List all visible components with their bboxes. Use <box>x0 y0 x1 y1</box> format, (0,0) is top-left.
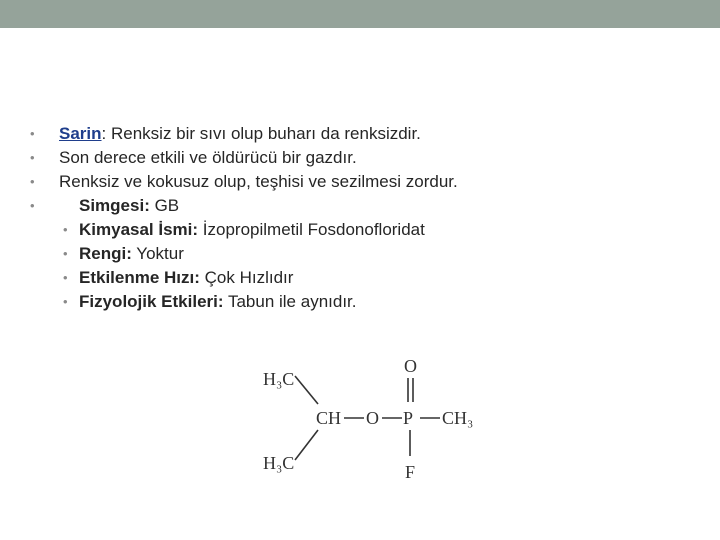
bullet-text-1: : Renksiz bir sıvı olup buharı da renksizdir. <box>101 124 421 143</box>
bullet-text-3: Renksiz ve kokusuz olup, teşhisi ve sezilmesi zordur. <box>59 172 458 191</box>
symbol-label: Simgesi: <box>79 196 150 215</box>
sub-bullet-item-3 <box>30 266 690 290</box>
phosphorus-label: P <box>403 408 414 428</box>
effect-speed-label: Etkilenme Hızı: <box>79 268 200 287</box>
bullet-text-2: Son derece etkili ve öldürücü bir gazdır. <box>59 148 357 167</box>
chemical-name-label: Kimyasal İsmi: <box>79 220 199 239</box>
bullet-list <box>30 122 690 218</box>
bullet-item-4 <box>30 194 690 218</box>
physiological-effects-value: Tabun ile aynıdır. <box>223 292 357 311</box>
sub-bullet-item-4 <box>30 290 690 314</box>
bond-bottom-methyl <box>295 430 318 460</box>
color-value: Yoktur <box>131 244 184 263</box>
structure-svg <box>258 352 488 492</box>
sarin-structural-formula <box>258 352 488 492</box>
effect-speed-value: Çok Hızlıdır <box>199 268 294 287</box>
sub-bullet-list <box>30 218 690 314</box>
title-band <box>0 0 720 28</box>
double-bond-oxygen-label: O <box>404 356 417 376</box>
slide-content <box>30 122 690 314</box>
sarin-link[interactable]: Sarin <box>59 124 102 143</box>
color-label: Rengi: <box>79 244 132 263</box>
methyl-top-label: H₃C <box>263 369 295 389</box>
sub-bullet-item-1 <box>30 218 690 242</box>
chemical-name-value: İzopropilmetil Fosdonofloridat <box>198 220 425 239</box>
ch-label: CH <box>316 408 342 428</box>
bullet-item-3 <box>30 170 690 194</box>
bullet-item-1 <box>30 122 690 146</box>
methyl-right-label: CH₃ <box>442 408 474 428</box>
fluorine-label: F <box>405 462 416 482</box>
bullet-item-2 <box>30 146 690 170</box>
physiological-effects-label: Fizyolojik Etkileri: <box>79 292 224 311</box>
oxygen-label: O <box>366 408 379 428</box>
methyl-bottom-label: H₃C <box>263 453 295 473</box>
symbol-value: GB <box>149 196 180 215</box>
bond-top-methyl <box>295 376 318 404</box>
sub-bullet-item-2 <box>30 242 690 266</box>
